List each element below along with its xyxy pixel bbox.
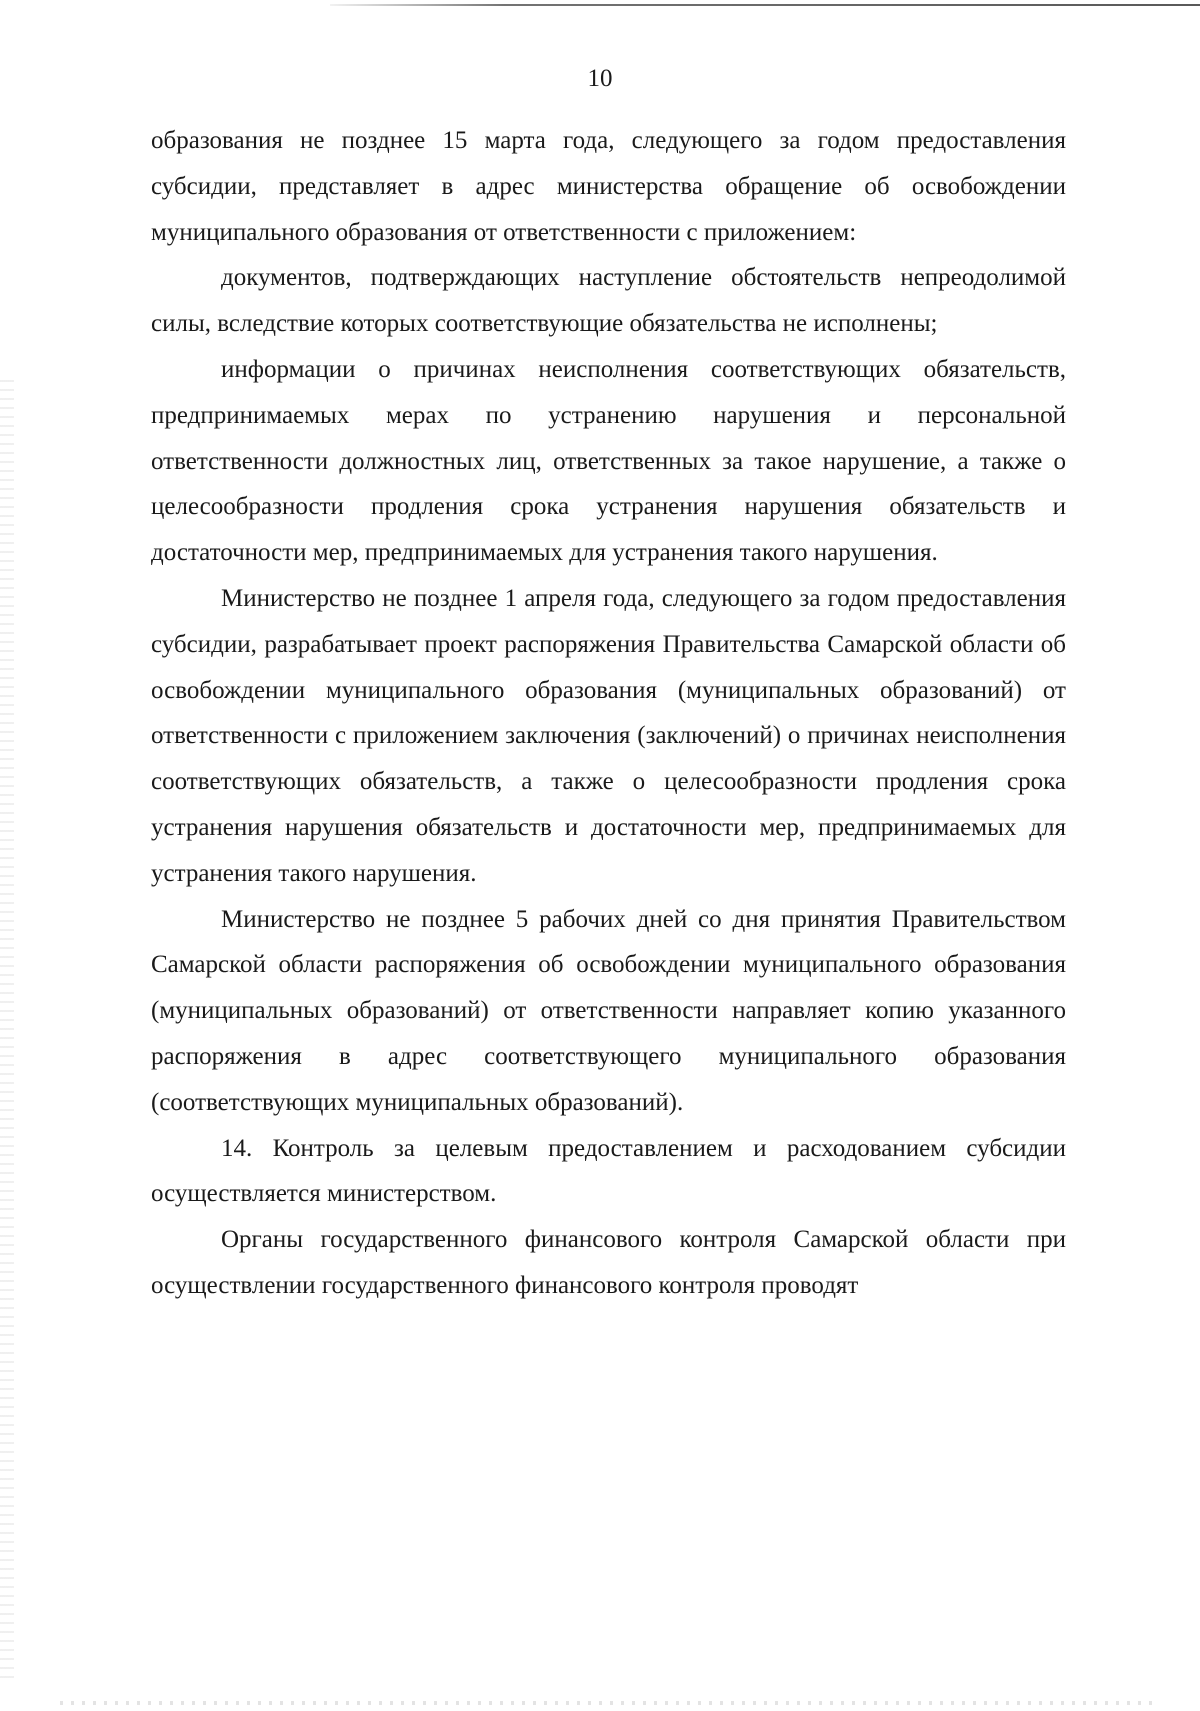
paragraph: 14. Контроль за целевым предоставлением и расходованием субсидии осуществляется министерством.	[151, 1134, 1066, 1208]
paragraph: Министерство не позднее 1 апреля года, следующего за годом предоставления субсидии, разрабатывает проект распоряжения Правительства Самарской области об освобождении муниципального образования (муниципальных образований) от ответственности с приложением заключения (заключений) о причинах неисполнения соответствующих обязательств, а также о целесообразности продления срока устранения нарушения обязательств и достаточности мер, предпринимаемых для устранения такого нарушения.	[151, 584, 1066, 887]
scan-left-edge	[0, 380, 14, 1680]
paragraph: информации о причинах неисполнения соответствующих обязательств, предпринимаемых мерах по устранению нарушения и персональной ответственности должностных лиц, ответственных за такое нарушение, а также о целесообразности продления срока устранения нарушения обязательств и достаточности мер, предпринимаемых для устранения такого нарушения.	[151, 355, 1066, 567]
paragraph: документов, подтверждающих наступление обстоятельств непреодолимой силы, вследствие которых соответствующие обязательства не исполнены;	[151, 264, 1066, 338]
document-body	[151, 118, 1066, 1309]
scan-bottom-edge	[60, 1701, 1160, 1705]
page-number: 10	[587, 65, 613, 92]
paragraph: Министерство не позднее 5 рабочих дней со дня принятия Правительством Самарской области распоряжения об освобождении муниципального образования (муниципальных образований) от ответственности направляет копию указанного распоряжения в адрес соответствующего муниципального образования (соответствующих муниципальных образований).	[151, 905, 1066, 1116]
scan-top-edge	[330, 4, 1200, 6]
paragraph: образования не позднее 15 марта года, следующего за годом предоставления субсидии, представляет в адрес министерства обращение об освобождении муниципального образования от ответственности с приложением:	[151, 127, 1066, 246]
paragraph: Органы государственного финансового контроля Самарской области при осуществлении государственного финансового контроля проводят	[151, 1226, 1066, 1299]
